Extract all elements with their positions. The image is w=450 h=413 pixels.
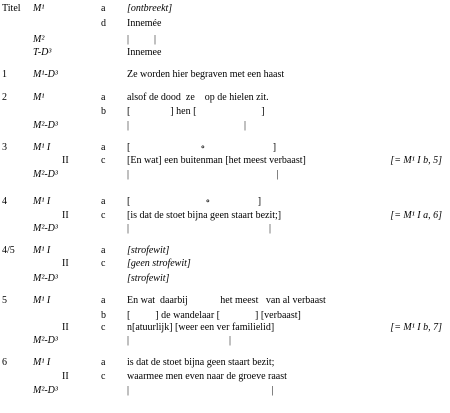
witness-siglum: M²-D³ — [33, 169, 58, 180]
variant-letter: c — [101, 210, 106, 221]
variant-letter: a — [101, 245, 106, 256]
variant-letter: a — [101, 92, 106, 103]
variant-text: [ ] hen [ ] — [127, 106, 265, 117]
line-number: Titel — [2, 3, 21, 14]
line-number: 6 — [2, 357, 7, 368]
witness-siglum: M² — [33, 34, 45, 45]
variant-letter: c — [101, 258, 106, 269]
variant-letter: b — [101, 106, 106, 117]
variant-letter: b — [101, 310, 106, 321]
variant-text: [strofewit] — [127, 245, 170, 256]
variant-letter: a — [101, 357, 106, 368]
variant-text: [ ] de wandelaar [ ] [verbaast] — [127, 310, 301, 321]
variant-letter: a — [101, 142, 106, 153]
witness-siglum: M¹ — [33, 3, 45, 14]
line-number: 5 — [2, 295, 7, 306]
variant-text: | | — [127, 335, 232, 346]
line-number: 4 — [2, 196, 7, 207]
witness-siglum: M²-D³ — [33, 223, 58, 234]
variant-text: | | — [127, 385, 274, 396]
variant-text: | | — [127, 169, 279, 180]
line-number: 1 — [2, 69, 7, 80]
variant-letter: d — [101, 18, 106, 29]
variant-text: waarmee men even naar de groeve raast — [127, 371, 287, 382]
variant-text: n[atuurlijk] [weer een ver familielid] — [127, 322, 275, 333]
variant-text: [ontbreekt] — [127, 3, 173, 14]
variant-text: Ze worden hier begraven met een haast — [127, 69, 285, 80]
stage-marker: II — [62, 322, 69, 333]
variant-text: [En wat] een buitenman [het meest verbaast] — [127, 155, 306, 166]
witness-siglum: M¹-D³ — [33, 69, 58, 80]
variant-text: | | — [127, 34, 157, 45]
line-number: 4/5 — [2, 245, 15, 256]
witness-siglum: T-D³ — [33, 47, 52, 58]
cross-reference-note: [= M¹ I b, 7] — [390, 322, 442, 333]
variant-letter: c — [101, 371, 106, 382]
variant-letter: a — [101, 295, 106, 306]
variant-text: is dat de stoet bijna geen staart bezit; — [127, 357, 275, 368]
variant-text: Innemee — [127, 47, 162, 58]
variant-text: [strofewit] — [127, 273, 170, 284]
witness-siglum: M²-D³ — [33, 273, 58, 284]
variant-text: En wat daarbij het meest van al verbaast — [127, 295, 326, 306]
variant-letter: c — [101, 155, 106, 166]
variant-text: [ ∘ ] — [127, 142, 277, 153]
witness-siglum: M²-D³ — [33, 120, 58, 131]
cross-reference-note: [= M¹ I a, 6] — [390, 210, 442, 221]
witness-siglum: M²-D³ — [33, 335, 58, 346]
line-number: 2 — [2, 92, 7, 103]
witness-siglum: M¹ I — [33, 196, 51, 207]
variant-letter: a — [101, 196, 106, 207]
variant-text: [is dat de stoet bijna geen staart bezit;] — [127, 210, 282, 221]
variant-text: | | — [127, 223, 272, 234]
cross-reference-note: [= M¹ I b, 5] — [390, 155, 442, 166]
witness-siglum: M¹ I — [33, 245, 51, 256]
variant-text: alsof de dood ze op de hielen zit. — [127, 92, 269, 103]
stage-marker: II — [62, 258, 69, 269]
stage-marker: II — [62, 155, 69, 166]
line-number: 3 — [2, 142, 7, 153]
witness-siglum: M¹ I — [33, 142, 51, 153]
witness-siglum: M¹ I — [33, 295, 51, 306]
variant-letter: a — [101, 3, 106, 14]
stage-marker: II — [62, 210, 69, 221]
variant-letter: c — [101, 322, 106, 333]
witness-siglum: M¹ I — [33, 357, 51, 368]
variant-text: Innemée — [127, 18, 162, 29]
variant-text: | | — [127, 120, 247, 131]
witness-siglum: M¹ — [33, 92, 45, 103]
stage-marker: II — [62, 371, 69, 382]
variant-text: [geen strofewit] — [127, 258, 191, 269]
witness-siglum: M²-D³ — [33, 385, 58, 396]
variant-text: [ ∘ ] — [127, 196, 262, 207]
